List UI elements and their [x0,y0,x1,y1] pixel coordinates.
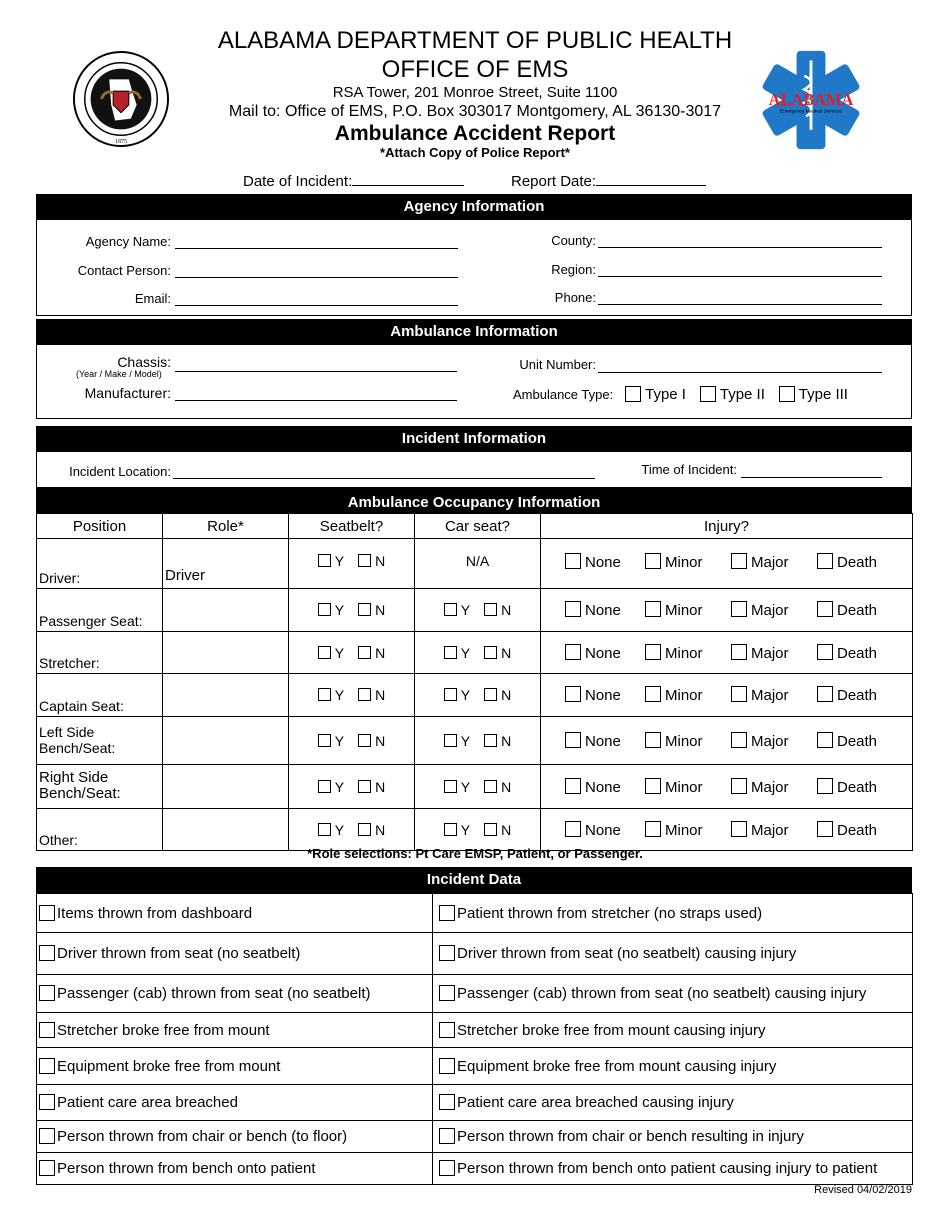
incident-data-right-checkbox[interactable] [439,1094,455,1110]
incident-data-right-option[interactable]: Driver thrown from seat (no seatbelt) causing injury [433,933,913,975]
county-line[interactable] [598,247,882,248]
car-seat-cell [415,674,541,717]
position-cell: Right Side Bench/Seat: [37,765,163,809]
revised-date: Revised 04/02/2019 [814,1184,912,1196]
car-seat-cell [415,809,541,851]
role-selections-note: *Role selections: Pt Care EMSP, Patient, or Passenger. [307,846,643,861]
occupancy-row [37,809,913,851]
injury-cell [541,809,913,851]
role-cell[interactable] [163,589,289,632]
title-line-1: ALABAMA DEPARTMENT OF PUBLIC HEALTH [217,27,733,54]
svg-text:1875: 1875 [115,139,127,146]
position-cell: Stretcher: [37,632,163,674]
car-seat-cell [415,632,541,674]
seatbelt-yes-option[interactable]: Y [318,553,344,569]
incident-data-row [37,1121,913,1153]
attach-note: *Attach Copy of Police Report* [380,145,570,160]
incident-data-left-checkbox[interactable] [39,1160,55,1176]
occupancy-row [37,674,913,717]
seatbelt-no-checkbox[interactable] [358,646,371,659]
agency-section-title: Agency Information [36,194,912,220]
injury-none-option[interactable]: None [541,553,645,571]
incident-section-title: Incident Information [36,426,912,452]
car-seat-cell [415,589,541,632]
state-seal-icon [72,50,170,148]
seatbelt-yes-checkbox[interactable] [318,688,331,701]
injury-none-checkbox[interactable] [565,644,581,660]
chassis-label: Chassis: [117,354,171,370]
car-seat-no-option[interactable]: N [484,645,511,661]
injury-death-checkbox[interactable] [817,732,833,748]
incident-data-section-title: Incident Data [36,867,912,893]
injury-death-checkbox[interactable] [817,778,833,794]
seatbelt-no-option[interactable]: N [358,779,385,795]
ambulance-type-label: Ambulance Type: [513,387,614,402]
injury-death-option[interactable]: Death [817,821,903,839]
car-seat-header: Car seat? [415,514,541,539]
seatbelt-no-option[interactable]: N [358,687,385,703]
incident-data-right-checkbox[interactable] [439,1058,455,1074]
injury-major-checkbox[interactable] [731,601,747,617]
title-line-2: OFFICE OF EMS [381,56,569,83]
incident-data-right-option[interactable]: Patient care area breached causing injury [433,1085,913,1121]
car-seat-yes-option[interactable]: Y [444,687,470,703]
ambulance-type-group [513,386,848,403]
injury-minor-checkbox[interactable] [645,686,661,702]
occupancy-section-title: Ambulance Occupancy Information [36,488,912,513]
seatbelt-header: Seatbelt? [289,514,415,539]
incident-data-row [37,1085,913,1121]
injury-minor-option[interactable]: Minor [645,732,731,750]
seatbelt-yes-option[interactable]: Y [318,687,344,703]
county-label: County: [551,233,596,248]
injury-major-option[interactable]: Major [731,821,817,839]
seatbelt-cell [289,765,415,809]
injury-major-option[interactable]: Major [731,553,817,571]
injury-minor-option[interactable]: Minor [645,553,731,571]
injury-death-checkbox[interactable] [817,821,833,837]
incident-data-right-option[interactable]: Equipment broke free from mount causing injury [433,1048,913,1085]
incident-data-left-option[interactable]: Person thrown from bench onto patient [37,1153,433,1185]
incident-data-right-checkbox[interactable] [439,1128,455,1144]
manufacturer-label: Manufacturer: [84,385,171,401]
injury-none-checkbox[interactable] [565,553,581,569]
incident-data-left-checkbox[interactable] [39,1094,55,1110]
agency-name-line[interactable] [175,248,458,249]
injury-none-option[interactable]: None [541,686,645,704]
injury-none-option[interactable]: None [541,601,645,619]
car-seat-no-checkbox[interactable] [484,823,497,836]
injury-cell [541,539,913,589]
seatbelt-cell [289,589,415,632]
car-seat-yes-option[interactable]: Y [444,779,470,795]
date-of-incident-line[interactable] [352,171,464,186]
report-date-line[interactable] [596,171,706,186]
injury-minor-option[interactable]: Minor [645,821,731,839]
incident-data-right-checkbox[interactable] [439,985,455,1001]
unit-number-label: Unit Number: [519,357,596,372]
incident-data-right-option[interactable]: Passenger (cab) thrown from seat (no seatbelt) causing injury [433,975,913,1013]
type-ii-checkbox[interactable] [700,386,716,402]
injury-minor-checkbox[interactable] [645,732,661,748]
injury-cell [541,632,913,674]
incident-data-left-option[interactable]: Equipment broke free from mount [37,1048,433,1085]
injury-death-checkbox[interactable] [817,601,833,617]
occupancy-row [37,589,913,632]
type-iii-option[interactable]: Type III [779,386,848,403]
incident-data-right-option[interactable]: Patient thrown from stretcher (no straps used) [433,894,913,933]
injury-major-checkbox[interactable] [731,821,747,837]
seatbelt-yes-checkbox[interactable] [318,603,331,616]
injury-death-option[interactable]: Death [817,601,903,619]
injury-major-checkbox[interactable] [731,644,747,660]
incident-data-row [37,975,913,1013]
incident-data-row [37,894,913,933]
car-seat-no-checkbox[interactable] [484,780,497,793]
car-seat-no-checkbox[interactable] [484,734,497,747]
injury-minor-option[interactable]: Minor [645,686,731,704]
occupancy-row [37,717,913,765]
car-seat-no-option[interactable]: N [484,687,511,703]
email-label: Email: [134,291,171,306]
position-cell: Driver: [37,539,163,589]
injury-minor-checkbox[interactable] [645,553,661,569]
incident-data-table [36,893,913,1185]
phone-line[interactable] [598,304,882,305]
incident-location-line[interactable] [173,478,595,479]
alabama-ems-logo-icon [757,47,865,153]
seatbelt-cell [289,717,415,765]
injury-minor-checkbox[interactable] [645,601,661,617]
address-line: RSA Tower, 201 Monroe Street, Suite 1100 [332,84,618,101]
ambulance-section-title: Ambulance Information [36,319,912,345]
seatbelt-no-option[interactable]: N [358,733,385,749]
seatbelt-no-option[interactable]: N [358,822,385,838]
car-seat-no-checkbox[interactable] [484,688,497,701]
injury-none-option[interactable]: None [541,778,645,796]
position-cell: Other: [37,809,163,851]
type-i-option[interactable]: Type I [625,386,686,403]
seatbelt-cell [289,809,415,851]
injury-cell [541,674,913,717]
car-seat-yes-checkbox[interactable] [444,780,457,793]
seatbelt-yes-checkbox[interactable] [318,646,331,659]
incident-data-left-option[interactable]: Items thrown from dashboard [37,894,433,933]
injury-major-option[interactable]: Major [731,732,817,750]
role-cell[interactable] [163,809,289,851]
seatbelt-no-checkbox[interactable] [358,734,371,747]
injury-major-option[interactable]: Major [731,601,817,619]
injury-header: Injury? [541,514,913,539]
seatbelt-no-checkbox[interactable] [358,688,371,701]
injury-major-checkbox[interactable] [731,686,747,702]
car-seat-yes-checkbox[interactable] [444,734,457,747]
car-seat-no-checkbox[interactable] [484,603,497,616]
seatbelt-yes-checkbox[interactable] [318,780,331,793]
email-line[interactable] [175,305,458,306]
role-cell[interactable]: Driver [163,539,289,589]
injury-cell [541,765,913,809]
incident-data-left-checkbox[interactable] [39,1128,55,1144]
type-ii-option[interactable]: Type II [700,386,765,403]
injury-none-option[interactable]: None [541,821,645,839]
incident-location-label: Incident Location: [69,464,171,479]
incident-data-row [37,933,913,975]
incident-data-right-option[interactable]: Person thrown from chair or bench resulting in injury [433,1121,913,1153]
date-of-incident-label: Date of Incident: [243,173,353,190]
position-cell: Passenger Seat: [37,589,163,632]
injury-none-checkbox[interactable] [565,686,581,702]
injury-none-checkbox[interactable] [565,821,581,837]
incident-data-right-checkbox[interactable] [439,1022,455,1038]
injury-major-option[interactable]: Major [731,644,817,662]
seatbelt-no-checkbox[interactable] [358,780,371,793]
car-seat-no-option[interactable]: N [484,822,511,838]
injury-death-option[interactable]: Death [817,553,903,571]
role-cell[interactable] [163,674,289,717]
time-of-incident-line[interactable] [741,477,882,478]
seatbelt-no-option[interactable]: N [358,645,385,661]
position-header: Position [37,514,163,539]
position-cell: Left Side Bench/Seat: [37,717,163,765]
injury-death-checkbox[interactable] [817,686,833,702]
injury-death-option[interactable]: Death [817,778,903,796]
injury-major-checkbox[interactable] [731,732,747,748]
seatbelt-cell [289,539,415,589]
car-seat-yes-checkbox[interactable] [444,646,457,659]
car-seat-cell [415,765,541,809]
report-title: Ambulance Accident Report [334,122,616,145]
seatbelt-no-option[interactable]: N [358,553,385,569]
occupancy-row [37,539,913,589]
region-label: Region: [551,262,596,277]
role-header: Role* [163,514,289,539]
injury-major-checkbox[interactable] [731,778,747,794]
chassis-hint: (Year / Make / Model) [76,369,162,379]
role-cell[interactable] [163,717,289,765]
contact-person-label: Contact Person: [77,263,171,278]
seatbelt-no-checkbox[interactable] [358,554,371,567]
car-seat-yes-option[interactable]: Y [444,602,470,618]
incident-data-left-option[interactable]: Patient care area breached [37,1085,433,1121]
car-seat-yes-option[interactable]: Y [444,822,470,838]
injury-minor-checkbox[interactable] [645,821,661,837]
seatbelt-yes-option[interactable]: Y [318,779,344,795]
seatbelt-cell [289,632,415,674]
injury-minor-option[interactable]: Minor [645,778,731,796]
injury-death-option[interactable]: Death [817,732,903,750]
seatbelt-yes-checkbox[interactable] [318,554,331,567]
car-seat-yes-option[interactable]: Y [444,645,470,661]
chassis-line[interactable] [175,371,457,372]
incident-data-left-checkbox[interactable] [39,985,55,1001]
date-of-incident-field[interactable] [243,171,464,190]
incident-data-right-checkbox[interactable] [439,945,455,961]
contact-person-line[interactable] [175,277,458,278]
injury-none-checkbox[interactable] [565,601,581,617]
seatbelt-no-option[interactable]: N [358,602,385,618]
car-seat-no-option[interactable]: N [484,779,511,795]
injury-major-option[interactable]: Major [731,778,817,796]
incident-data-left-checkbox[interactable] [39,905,55,921]
car-seat-yes-checkbox[interactable] [444,688,457,701]
injury-minor-option[interactable]: Minor [645,601,731,619]
car-seat-no-option[interactable]: N [484,602,511,618]
seatbelt-yes-checkbox[interactable] [318,734,331,747]
injury-minor-option[interactable]: Minor [645,644,731,662]
seatbelt-yes-checkbox[interactable] [318,823,331,836]
injury-minor-checkbox[interactable] [645,778,661,794]
occupancy-table [36,513,913,851]
unit-number-line[interactable] [598,372,882,373]
incident-data-left-option[interactable]: Passenger (cab) thrown from seat (no seatbelt) [37,975,433,1013]
car-seat-no-checkbox[interactable] [484,646,497,659]
type-i-checkbox[interactable] [625,386,641,402]
injury-major-option[interactable]: Major [731,686,817,704]
report-date-label: Report Date: [511,173,597,190]
seatbelt-yes-option[interactable]: Y [318,645,344,661]
injury-death-option[interactable]: Death [817,644,903,662]
occupancy-header-row [37,514,913,539]
car-seat-yes-checkbox[interactable] [444,823,457,836]
incident-data-left-option[interactable]: Driver thrown from seat (no seatbelt) [37,933,433,975]
role-cell[interactable] [163,765,289,809]
injury-minor-checkbox[interactable] [645,644,661,660]
incident-data-right-option[interactable]: Person thrown from bench onto patient causing injury to patient [433,1153,913,1185]
injury-death-checkbox[interactable] [817,553,833,569]
incident-data-left-checkbox[interactable] [39,945,55,961]
car-seat-yes-checkbox[interactable] [444,603,457,616]
occupancy-row [37,632,913,674]
car-seat-no-option[interactable]: N [484,733,511,749]
svg-text:ALABAMA: ALABAMA [768,89,854,109]
injury-none-checkbox[interactable] [565,778,581,794]
seatbelt-no-checkbox[interactable] [358,603,371,616]
injury-death-option[interactable]: Death [817,686,903,704]
car-seat-cell [415,539,541,589]
incident-data-row [37,1048,913,1085]
svg-text:Emergency Medical Services: Emergency Medical Services [780,109,842,115]
role-cell[interactable] [163,632,289,674]
occupancy-row [37,765,913,809]
incident-data-left-option[interactable]: Person thrown from chair or bench (to floor) [37,1121,433,1153]
seatbelt-no-checkbox[interactable] [358,823,371,836]
incident-data-left-checkbox[interactable] [39,1058,55,1074]
report-date-field[interactable] [511,171,706,190]
mail-line: Mail to: Office of EMS, P.O. Box 303017 Montgomery, AL 36130-3017 [228,103,722,120]
seatbelt-yes-option[interactable]: Y [318,733,344,749]
incident-data-right-checkbox[interactable] [439,905,455,921]
agency-name-label: Agency Name: [85,234,171,249]
seatbelt-cell [289,674,415,717]
seatbelt-yes-option[interactable]: Y [318,822,344,838]
car-seat-na: N/A [465,553,490,569]
injury-major-checkbox[interactable] [731,553,747,569]
injury-none-option[interactable]: None [541,644,645,662]
injury-none-option[interactable]: None [541,732,645,750]
incident-data-left-checkbox[interactable] [39,1022,55,1038]
phone-label: Phone: [554,290,596,305]
car-seat-cell [415,717,541,765]
incident-data-right-option[interactable]: Stretcher broke free from mount causing injury [433,1013,913,1048]
injury-death-checkbox[interactable] [817,644,833,660]
incident-data-row [37,1153,913,1185]
incident-data-row [37,1013,913,1048]
incident-data-right-checkbox[interactable] [439,1160,455,1176]
injury-cell [541,717,913,765]
injury-cell [541,589,913,632]
type-iii-checkbox[interactable] [779,386,795,402]
manufacturer-line[interactable] [175,400,457,401]
incident-data-left-option[interactable]: Stretcher broke free from mount [37,1013,433,1048]
car-seat-yes-option[interactable]: Y [444,733,470,749]
seatbelt-yes-option[interactable]: Y [318,602,344,618]
injury-none-checkbox[interactable] [565,732,581,748]
time-of-incident-label: Time of Incident: [641,462,737,477]
region-line[interactable] [598,276,882,277]
position-cell: Captain Seat: [37,674,163,717]
